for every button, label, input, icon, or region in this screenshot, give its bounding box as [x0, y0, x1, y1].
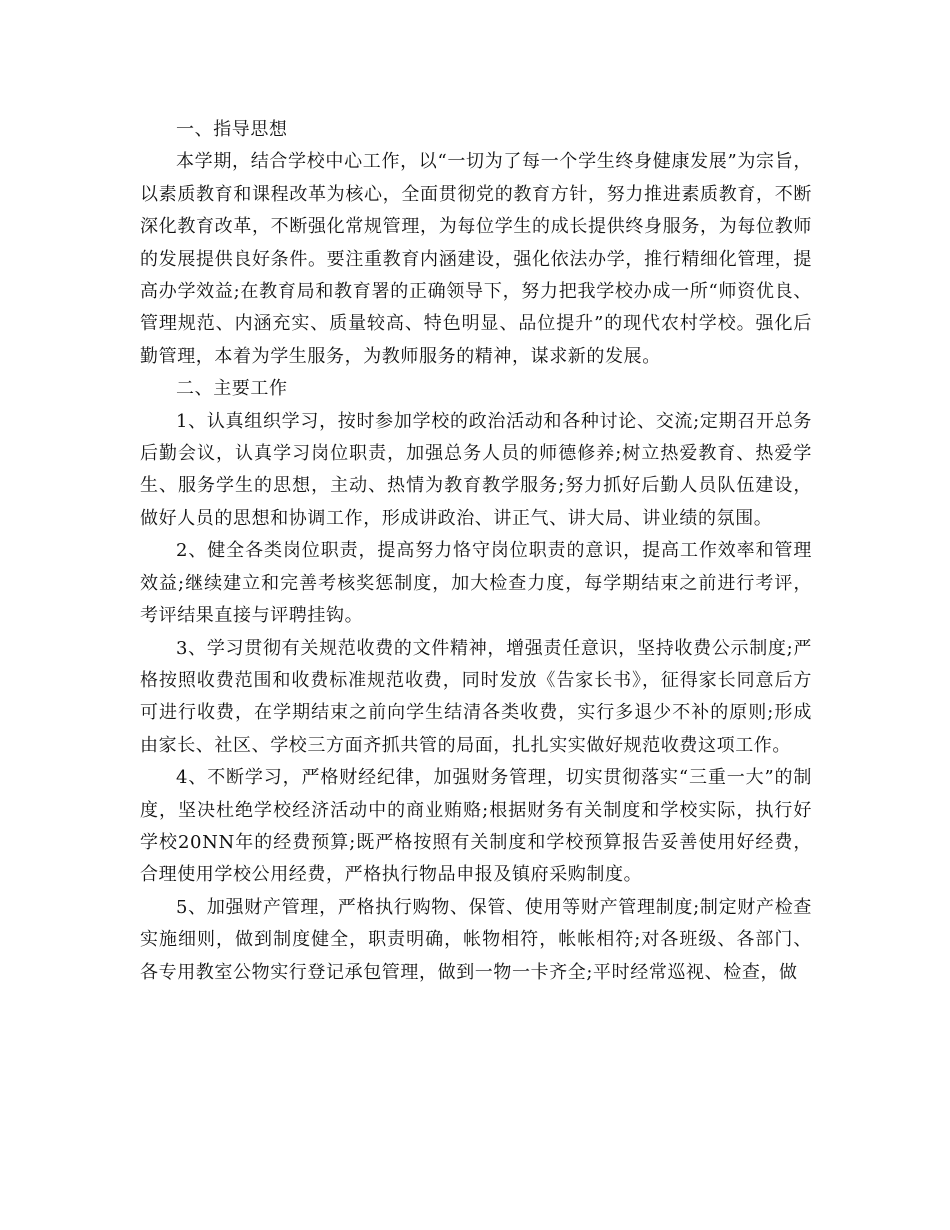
document-body [140, 114, 812, 989]
paragraph-work-item-5: 5、加强财产管理，严格执行购物、保管、使用等财产管理制度;制定财产检查实施细则，做到制度健全，职责明确，帐物相符，帐帐相符;对各班级、各部门、各专用教室公物实行登记承包管理，做到一物一卡齐全;平时经常巡视、检查，做 [140, 896, 812, 983]
section-heading-guiding-ideology: 一、指导思想 [176, 119, 288, 140]
paragraph-work-item-1: 1、认真组织学习，按时参加学校的政治活动和各种讨论、交流;定期召开总务后勤会议，认真学习岗位职责，加强总务人员的师德修养;树立热爱教育、热爱学生、服务学生的思想，主动、热情为教育教学服务;努力抓好后勤人员队伍建设，做好人员的思想和协调工作，形成讲政治、讲正气、讲大局、讲业绩的氛围。 [140, 410, 812, 529]
paragraph-work-item-2: 2、健全各类岗位职责，提高努力恪守岗位职责的意识，提高工作效率和管理效益;继续建立和完善考核奖惩制度，加大检查力度，每学期结束之前进行考评，考评结果直接与评聘挂钩。 [140, 540, 812, 627]
paragraph-work-item-4: 4、不断学习，严格财经纪律，加强财务管理，切实贯彻落实“三重一大”的制度，坚决杜绝学校经济活动中的商业贿赂;根据财务有关制度和学校实际，执行好学校20NN年的经费预算;既严格按照有关制度和学校预算报告妥善使用好经费，合理使用学校公用经费，严格执行物品申报及镇府采购制度。 [140, 767, 812, 886]
section-heading-main-work: 二、主要工作 [176, 378, 288, 400]
paragraph-guiding-ideology: 本学期，结合学校中心工作，以“一切为了每一个学生终身健康发展”为宗旨，以素质教育和课程改革为核心，全面贯彻党的教育方针，努力推进素质教育，不断深化教育改革，不断强化常规管理，为每位学生的成长提供终身服务，为每位教师的发展提供良好条件。要注重教育内涵建设，强化依法办学，推行精细化管理，提高办学效益;在教育局和教育署的正确领导下，努力把我学校办成一所“师资优良、管理规范、内涵充实、质量较高、特色明显、品位提升”的现代农村学校。强化后勤管理，本着为学生服务，为教师服务的精神，谋求新的发展。 [140, 151, 812, 367]
paragraph-work-item-3: 3、学习贯彻有关规范收费的文件精神，增强责任意识，坚持收费公示制度;严格按照收费范围和收费标准规范收费，同时发放《告家长书》，征得家长同意后方可进行收费，在学期结束之前向学生结清各类收费，实行多退少不补的原则;形成由家长、社区、学校三方面齐抓共管的局面，扎扎实实做好规范收费这项工作。 [140, 637, 812, 756]
